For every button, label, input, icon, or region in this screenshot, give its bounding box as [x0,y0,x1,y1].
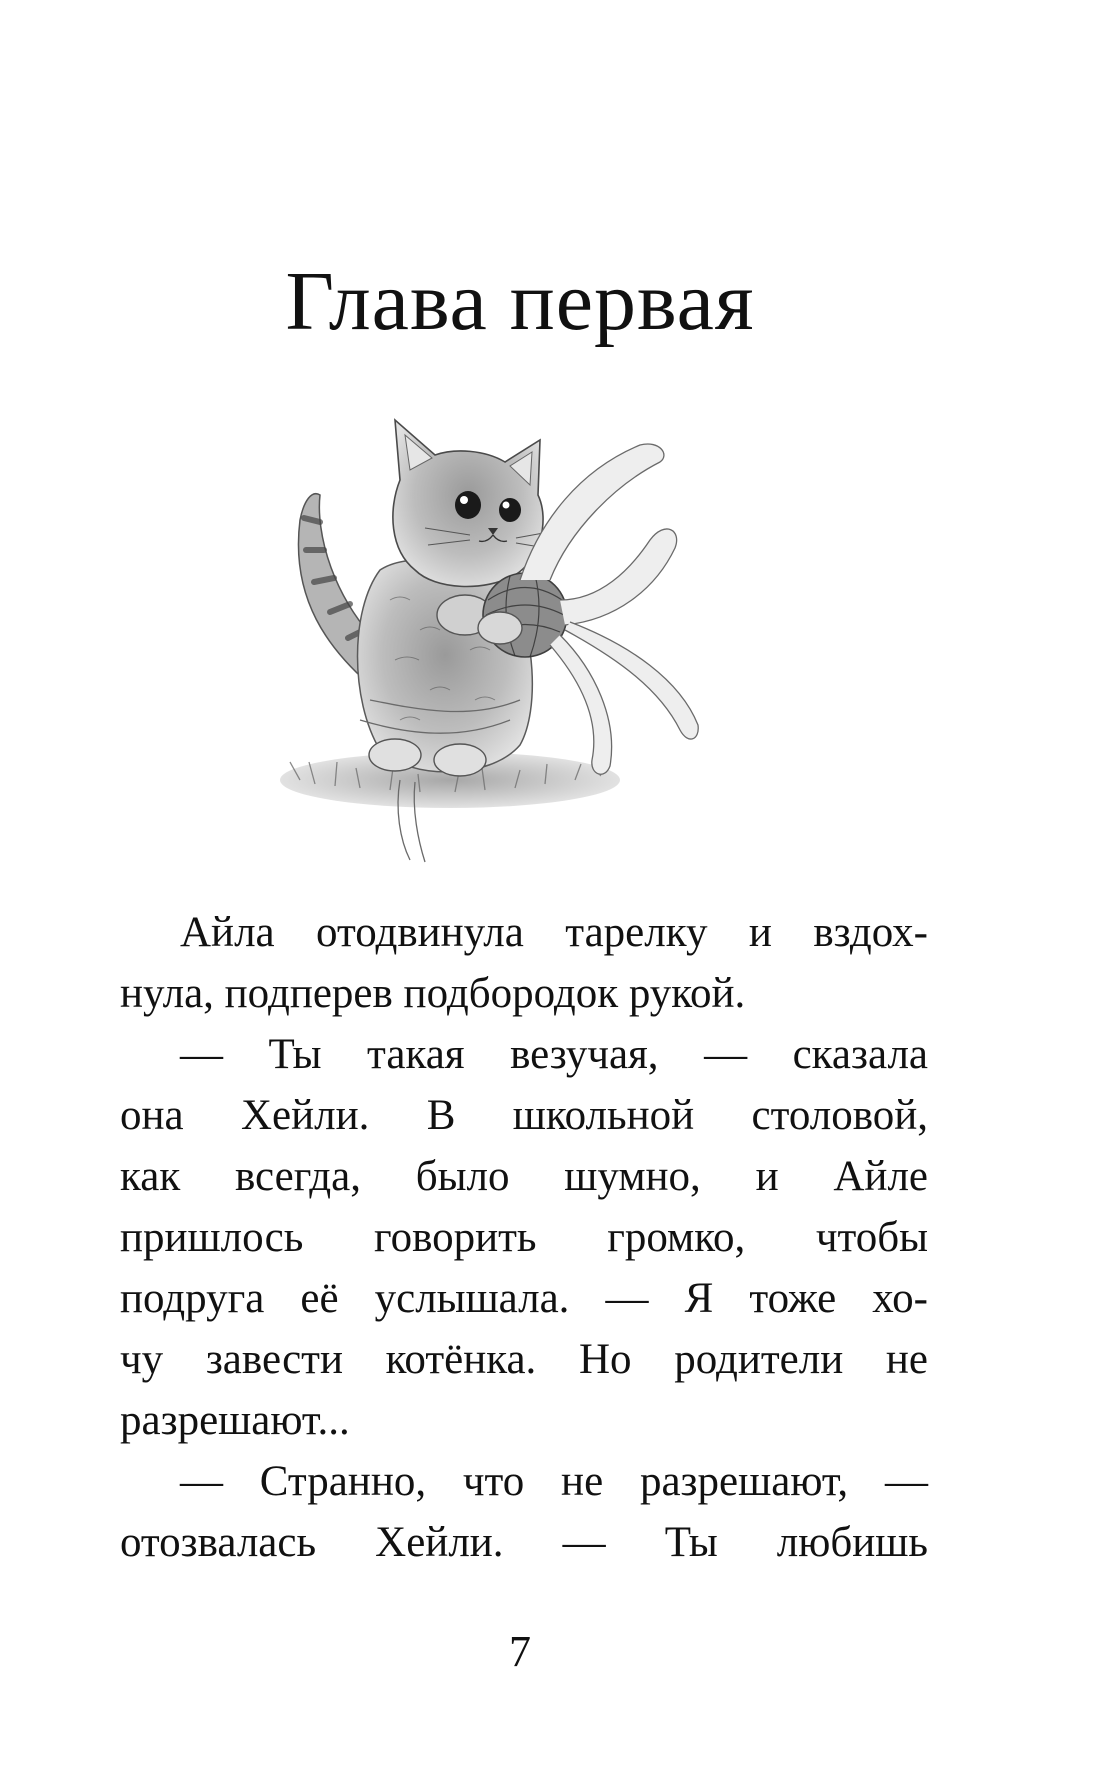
kitten-hind-paw-left [369,739,421,771]
text-line: отозвалась Хейли. — Ты любишь [120,1519,928,1566]
page-number: 7 [509,1627,531,1676]
kitten-eye-left [455,491,481,519]
text-line: чу завести котёнка. Но родители не [120,1336,928,1383]
kitten-eye-right [499,498,521,522]
text-line: как всегда, было шумно, и Айле [120,1153,928,1200]
kitten-hind-paw-right [434,744,486,776]
text-line: — Ты такая везучая, — сказала [180,1031,928,1078]
kitten-paw-right [478,612,522,644]
text-line: Айла отодвинула тарелку и вздох- [180,909,928,956]
text-line: она Хейли. В школьной столовой, [120,1092,928,1139]
chapter-body-text [120,902,928,1573]
text-line: пришлось говорить громко, чтобы [120,1214,928,1261]
text-line: нула, подперев подбородок рукой. [120,970,746,1017]
text-line: — Странно, что не разрешают, — [180,1458,928,1505]
text-line: разрешают... [120,1397,350,1444]
kitten-with-ribbon-illustration [220,400,830,870]
text-line: подруга её услышала. — Я тоже хо- [120,1275,928,1322]
chapter-title: Глава первая [285,255,755,348]
